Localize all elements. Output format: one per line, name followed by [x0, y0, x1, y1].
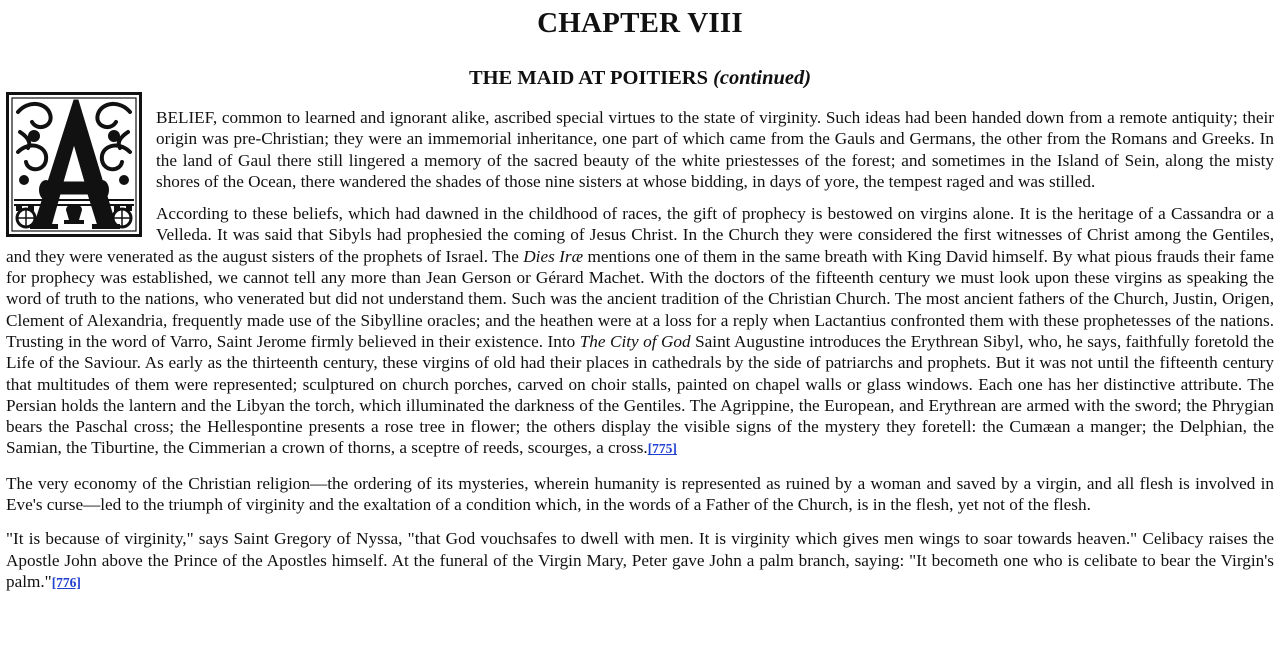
- section-subtitle: (continued): [713, 67, 812, 89]
- paragraph-gregory-text: "It is because of virginity," says Saint Gregory of Nyssa, "that God vouchsafes to dwell with men. It is virginity which gives men wings to soar towards heaven." Celibacy raises the Apostle John above the Prince of the Apostles himself. At the funeral of the Virgin Mary, Peter gave John a palm branch, saying: "It becometh one who is celibate to bear the Virgin's palm.": [6, 529, 1274, 591]
- italic-title-dies-irae: Dies Iræ: [523, 246, 584, 266]
- paragraph-belief: BELIEF, common to learned and ignorant alike, ascribed special virtues to the state of virginity. Such ideas had been handed down from a remote antiquity; their origin was pre-Christian; they were an immemorial inheritance, one part of which came from the Gauls and Germans, the other from the Romans and Greeks. In the land of Gaul there still lingered a memory of the sacred beauty of the white priestesses of the forest; and sometimes in the Island of Sein, along the misty shores of the Ocean, there wandered the shades of those nine sisters at whose bidding, in days of yore, the tempest raged and was stilled.: [156, 108, 1274, 191]
- paragraph-gregory: [6, 528, 1274, 593]
- section-title: [6, 65, 1274, 91]
- paragraph-sibyls-part-3: Saint Augustine introduces the Erythrean Sibyl, who, he says, faithfully foretold the Life of the Saviour. As early as the thirteenth century, these virgins of old had their places in cathedrals by the side of patriarchs and prophets. But it was not until the fifteenth century that multitudes of them were represented; sculptured on church porches, carved on choir stalls, painted on chapel walls or glass windows. Each one has her distinctive attribute. The Persian holds the lantern and the Libyan the torch, which illuminated the darkness of the Gentiles. The Agrippine, the European, and Erythrean are armed with the sword; the Phrygian bears the Paschal cross; the Hellespontine presents a rose tree in flower; the others display the visible signs of the mystery they foretell: the Cumæan a manger; the Delphian, the Samian, the Tiburtine, the Cimmerian a crown of thorns, a sceptre of reeds, scourges, a cross.: [6, 331, 1274, 458]
- paragraph-sibyls: [6, 203, 1274, 460]
- italic-title-city-of-god: The City of God: [579, 331, 691, 351]
- paragraph-economy: The very economy of the Christian religion—the ordering of its mysteries, wherein humanity is represented as ruined by a woman and saved by a virgin, and all flesh is involved in Eve's curse—led to the triumph of virginity and the exaltation of a condition which, in the words of a Father of the Church, is in the flesh, yet not of the flesh.: [6, 473, 1274, 515]
- paragraph-sibyls-part-1: According to these beliefs, which had dawned in the childhood of races, the gift of prophecy is bestowed on virgins alone. It is the heritage of a Cassandra or a Velleda. It was said that Sibyls had prophesied the coming of Jesus Christ. In the Church they were considered the first witnesses of Christ among the Gentiles, and they were venerated as the august sisters of the prophets of Israel. The: [6, 204, 1274, 266]
- chapter-title: CHAPTER VIII: [537, 7, 743, 39]
- section-title-text: THE MAID AT POITIERS: [468, 67, 708, 89]
- ornamental-initial-a-icon: [6, 92, 142, 237]
- book-page: [6, 0, 1274, 670]
- footnote-link-776[interactable]: [776]: [51, 574, 81, 590]
- paragraph-sibyls-part-2: mentions one of them in the same breath with King David himself. By what pious frauds their fame for prophecy was established, we cannot tell any more than Jean Gerson or Gérard Machet. With the doctors of the fifteenth century we must look upon these virgins as speaking the word of truth to the nations, who venerated but did not understand them. Such was the ancient tradition of the Christian Church. The most ancient fathers of the Church, Justin, Origen, Clement of Alexandria, frequently made use of the Sibylline oracles; and the heathen were at a loss for a reply when Lactantius confronted them with these prophetesses of the nations. Trusting in the word of Varro, Saint Jerome firmly believed in their existence. Into: [6, 246, 1274, 351]
- footnote-link-775[interactable]: [775]: [647, 441, 677, 457]
